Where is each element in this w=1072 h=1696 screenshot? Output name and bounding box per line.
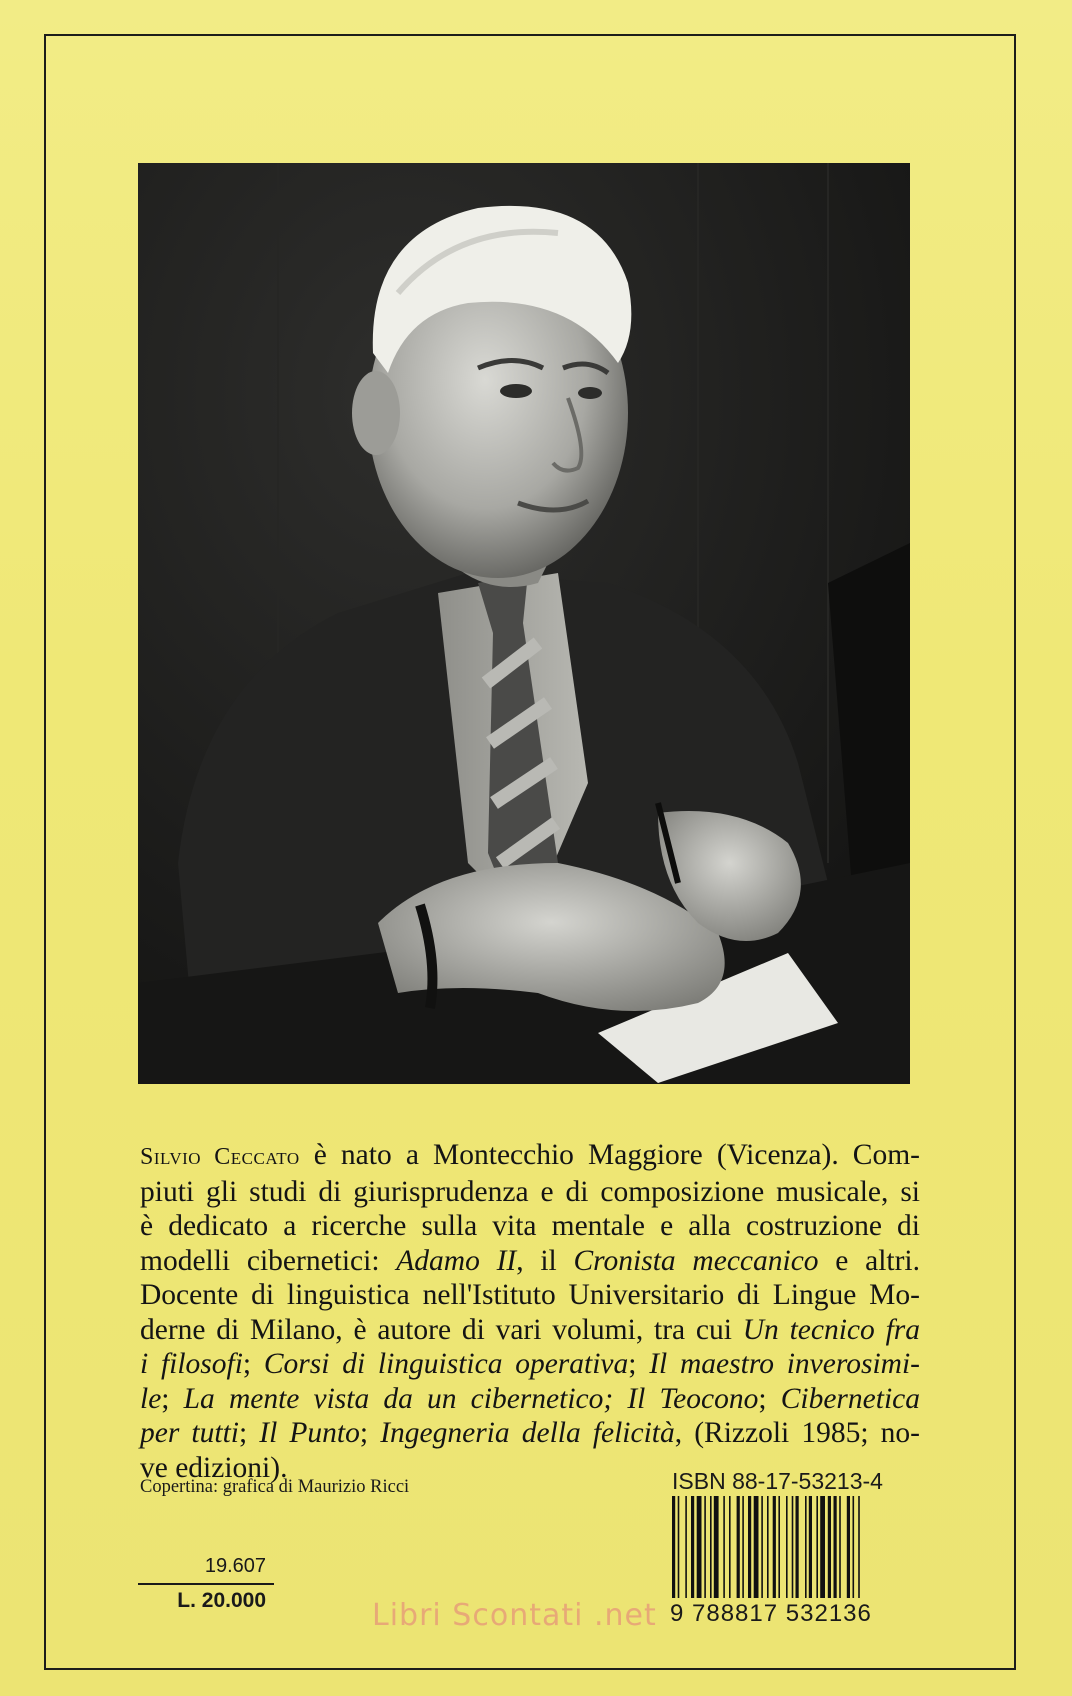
bio-text: ; (161, 1382, 184, 1415)
book-title: Adamo II (396, 1244, 517, 1277)
cover-design-credit: Copertina: grafica di Maurizio Ricci (140, 1477, 410, 1497)
bio-line (140, 1244, 920, 1279)
bio-text: ; (238, 1417, 260, 1449)
bio-line (140, 1209, 920, 1244)
author-portrait-illustration (138, 163, 910, 1084)
book-title: per tutti (140, 1417, 239, 1449)
bio-line (140, 1278, 920, 1313)
bio-text: derne di Milano, è autore di vari volumi, tra cui (140, 1313, 743, 1346)
bio-line (140, 1313, 920, 1348)
bio-text: ; (359, 1417, 381, 1449)
bio-text: , (Rizzoli 1985; no- (674, 1417, 920, 1449)
bio-text: ; (242, 1348, 264, 1380)
bio-text: ; (628, 1348, 650, 1380)
book-title: Ingegneria della felicità (380, 1417, 675, 1449)
book-title: Il Punto (259, 1417, 360, 1449)
book-title: le (140, 1382, 162, 1415)
book-title: i filosofi (140, 1348, 243, 1380)
book-title: Un tecnico fra (742, 1313, 920, 1346)
price-label: L. 20.000 (177, 1589, 266, 1612)
bio-text: ; (758, 1382, 781, 1415)
bio-text: Docente di linguistica nell'Istituto Universitario di Lingue Mo- (140, 1279, 920, 1311)
barcode-icon (670, 1496, 910, 1598)
bio-text: modelli cibernetici: (140, 1244, 397, 1277)
bio-text: , il (516, 1244, 574, 1277)
bio-line (140, 1138, 920, 1175)
bio-line (140, 1382, 920, 1417)
bio-text: è nato a Montecchio Maggiore (Vicenza). Com- (299, 1139, 920, 1171)
author-biography (140, 1138, 920, 1485)
catalog-code: 19.607 (204, 1555, 266, 1577)
price-divider (138, 1583, 274, 1585)
author-portrait-photo (138, 163, 910, 1084)
bio-text: piuti gli studi di giurisprudenza e di composizione musicale, si (140, 1175, 920, 1208)
barcode-digits: 9 788817 532136 (670, 1600, 872, 1627)
book-title: Cibernetica (780, 1382, 920, 1415)
bio-line (140, 1347, 920, 1382)
watermark-text: Libri Scontati .net (372, 1598, 657, 1633)
author-name: Silvio Ceccato (140, 1144, 300, 1170)
book-title: Corsi di linguistica operativa (263, 1348, 629, 1380)
book-title: La mente vista da un cibernetico; Il Teocono (183, 1382, 759, 1415)
bio-line (140, 1416, 920, 1451)
bio-text: è dedicato a ricerche sulla vita mentale e alla costruzione di (140, 1210, 920, 1242)
book-title: Cronista meccanico (573, 1244, 819, 1277)
isbn-label: ISBN 88-17-53213-4 (672, 1468, 883, 1494)
bio-text: ve edizioni). (140, 1451, 288, 1484)
book-title: Il maestro inverosimi- (649, 1348, 920, 1380)
bio-line (140, 1175, 920, 1210)
bio-text: e altri. (818, 1244, 920, 1277)
